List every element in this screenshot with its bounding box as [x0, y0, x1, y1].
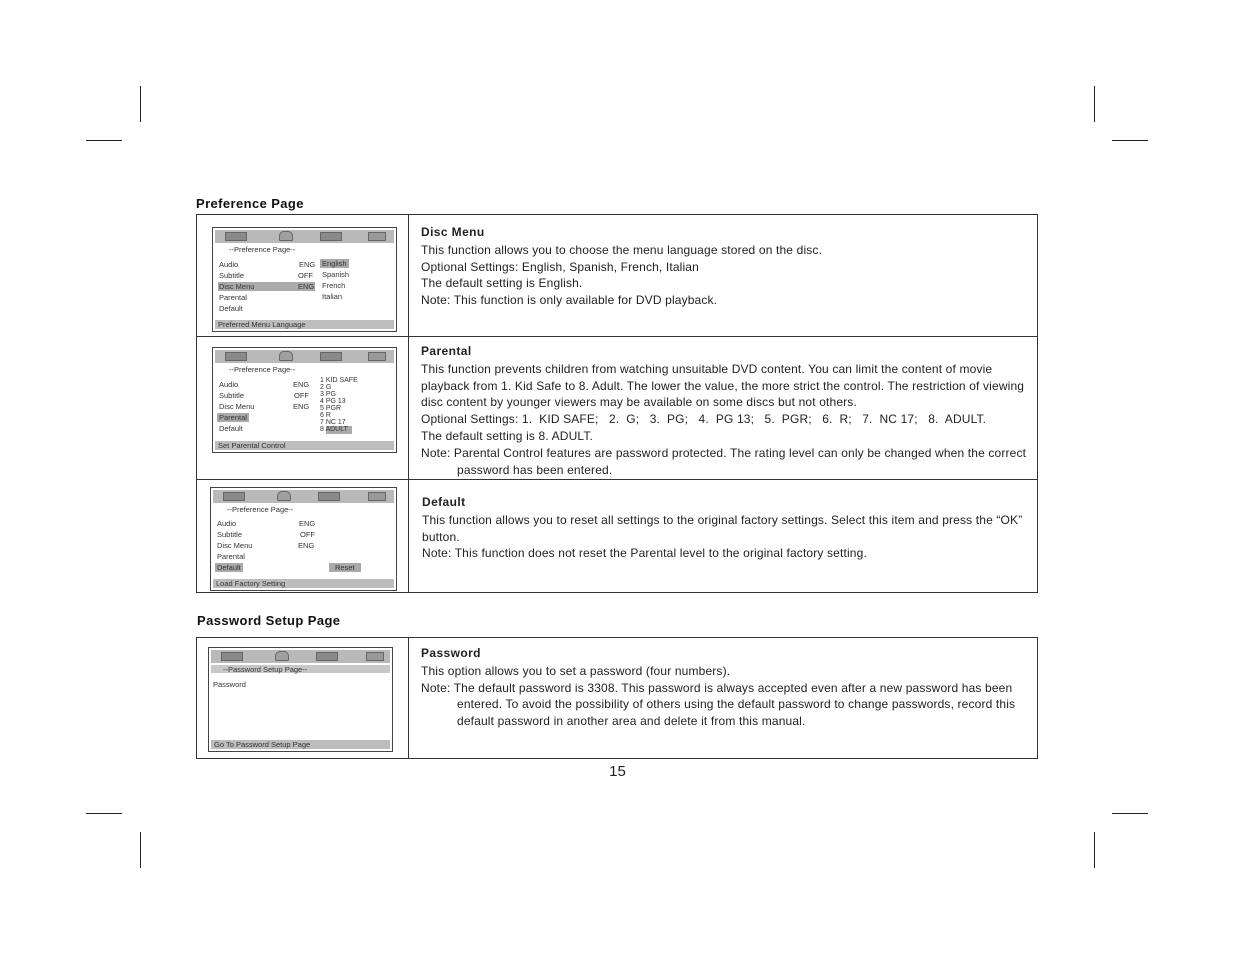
osd-page-title: --Password Setup Page--: [223, 665, 308, 674]
osd-rating-8: 8 ADULT: [320, 426, 348, 433]
osd-item-audio: Audio: [219, 260, 239, 269]
osd-item-disc-menu: Disc Menu: [217, 541, 253, 550]
preference-icon: [368, 492, 386, 501]
table-row-parental: [197, 336, 1037, 480]
crop-mark: [140, 86, 141, 122]
text-line: This function allows you to choose the menu language stored on the disc.: [421, 242, 823, 257]
text-line: Note: This function is only available for DVD playback.: [421, 293, 718, 308]
text-line: Note: The default password is 3308. This password is always accepted even after a new password has been entered. To avoid the possibility of others using the default password to change passwords, record this default password in another area and delete it from this manual.: [421, 680, 1016, 729]
osd-screen-default: [210, 487, 397, 591]
osd-item-default: Default: [219, 424, 243, 433]
video-icon: [318, 492, 340, 501]
password-table: [196, 637, 1038, 759]
osd-option-english: English: [322, 259, 347, 268]
osd-rating-7: 7 NC 17: [320, 419, 346, 426]
osd-item-disc-menu: Disc Menu: [219, 282, 255, 291]
speaker-icon: [279, 351, 293, 361]
osd-value-subtitle: OFF: [294, 391, 309, 400]
osd-value-audio: ENG: [299, 519, 316, 528]
row-description-disc-menu: [421, 224, 1029, 309]
row-description-default: [422, 494, 1029, 562]
osd-screen-parental: [212, 347, 397, 453]
table-row-password: [197, 638, 1037, 760]
table-row-default: [197, 479, 1037, 595]
crop-mark: [140, 832, 141, 868]
osd-value-subtitle: OFF: [300, 530, 315, 539]
preference-icon: [366, 652, 384, 661]
crop-mark: [86, 140, 122, 141]
video-icon: [316, 652, 338, 661]
osd-item-subtitle: Subtitle: [219, 391, 245, 400]
row-description-parental: [421, 343, 1029, 478]
row-title: Parental: [421, 344, 472, 358]
osd-icon-bar: [211, 650, 390, 663]
osd-screen-password: [208, 647, 393, 752]
osd-item-default: Default: [217, 563, 241, 572]
text-line: This option allows you to set a password (four numbers).: [421, 663, 731, 678]
osd-reset-button: Reset: [329, 563, 361, 572]
preference-icon: [368, 352, 386, 361]
tv-icon: [225, 232, 247, 241]
osd-item-parental: Parental: [219, 413, 247, 422]
osd-rating-2: 2 G: [320, 384, 332, 391]
osd-rating-5: 5 PGR: [320, 405, 342, 412]
osd-item-parental: Parental: [217, 552, 245, 561]
osd-value-disc-menu: ENG: [293, 402, 310, 411]
tv-icon: [221, 652, 243, 661]
page-number: 15: [609, 763, 626, 780]
crop-mark: [86, 813, 122, 814]
osd-page-title: --Preference Page--: [229, 365, 296, 374]
osd-item-audio: Audio: [219, 380, 239, 389]
speaker-icon: [277, 491, 291, 501]
osd-status-bar: Load Factory Setting: [213, 579, 394, 588]
osd-item-subtitle: Subtitle: [219, 271, 245, 280]
osd-item-disc-menu: Disc Menu: [219, 402, 255, 411]
osd-rating-1: 1 KID SAFE: [320, 377, 358, 384]
speaker-icon: [275, 651, 289, 661]
osd-value-audio: ENG: [299, 260, 316, 269]
row-title: Disc Menu: [421, 225, 485, 239]
crop-mark: [1094, 832, 1095, 868]
osd-status-bar: Go To Password Setup Page: [211, 740, 390, 749]
tv-icon: [225, 352, 247, 361]
osd-icon-bar: [215, 230, 394, 243]
osd-icon-bar: [213, 490, 394, 503]
preference-table: [196, 214, 1038, 593]
preference-icon: [368, 232, 386, 241]
row-title: Default: [422, 495, 466, 509]
osd-value-audio: ENG: [293, 380, 310, 389]
osd-status-bar: Preferred Menu Language: [215, 320, 394, 329]
text-line: Note: Parental Control features are password protected. The rating level can only be changed when the correct password has been entered.: [421, 445, 1027, 477]
row-description-password: [421, 645, 1029, 730]
osd-item-password: Password: [213, 680, 246, 689]
video-icon: [320, 232, 342, 241]
osd-option-italian: Italian: [322, 292, 343, 301]
osd-value-disc-menu: ENG: [298, 282, 315, 291]
osd-value-subtitle: OFF: [298, 271, 313, 280]
osd-rating-4: 4 PG 13: [320, 398, 346, 405]
section-heading-password: Password Setup Page: [197, 613, 341, 628]
text-line: The default setting is English.: [421, 276, 583, 291]
osd-option-spanish: Spanish: [322, 270, 350, 279]
osd-value-disc-menu: ENG: [298, 541, 315, 550]
text-line: Note: This function does not reset the Parental level to the original factory setting.: [422, 546, 867, 561]
osd-item-audio: Audio: [217, 519, 237, 528]
text-line: Optional Settings: 1. KID SAFE; 2. G; 3. PG; 4. PG 13; 5. PGR; 6. R; 7. NC 17; 8. ADULT.: [421, 412, 987, 427]
table-row-disc-menu: [197, 215, 1037, 336]
osd-option-french: French: [322, 281, 346, 290]
osd-screen-disc-menu: [212, 227, 397, 332]
crop-mark: [1094, 86, 1095, 122]
osd-item-subtitle: Subtitle: [217, 530, 243, 539]
text-line: The default setting is 8. ADULT.: [421, 428, 593, 443]
osd-item-default: Default: [219, 304, 243, 313]
osd-rating-3: 3 PG: [320, 391, 336, 398]
text-line: This function allows you to reset all settings to the original factory settings. Select this item and press the “OK” button.: [422, 512, 1023, 544]
tv-icon: [223, 492, 245, 501]
text-line: This function prevents children from watching unsuitable DVD content. You can limit the content of movie playback from 1. Kid Safe to 8. Adult. The lower the value, the more strict the control. The restriction of viewing disc content by younger viewers may be available on some discs but not others.: [421, 361, 1025, 410]
osd-status-bar: Set Parental Control: [215, 441, 394, 450]
osd-page-title: --Preference Page--: [227, 505, 294, 514]
section-heading-preference: Preference Page: [196, 196, 304, 211]
speaker-icon: [279, 231, 293, 241]
osd-page-title: --Preference Page--: [229, 245, 296, 254]
crop-mark: [1112, 813, 1148, 814]
osd-rating-6: 6 R: [320, 412, 331, 419]
text-line: Optional Settings: English, Spanish, French, Italian: [421, 259, 699, 274]
osd-item-parental: Parental: [219, 293, 247, 302]
crop-mark: [1112, 140, 1148, 141]
video-icon: [320, 352, 342, 361]
row-title: Password: [421, 646, 481, 660]
osd-icon-bar: [215, 350, 394, 363]
